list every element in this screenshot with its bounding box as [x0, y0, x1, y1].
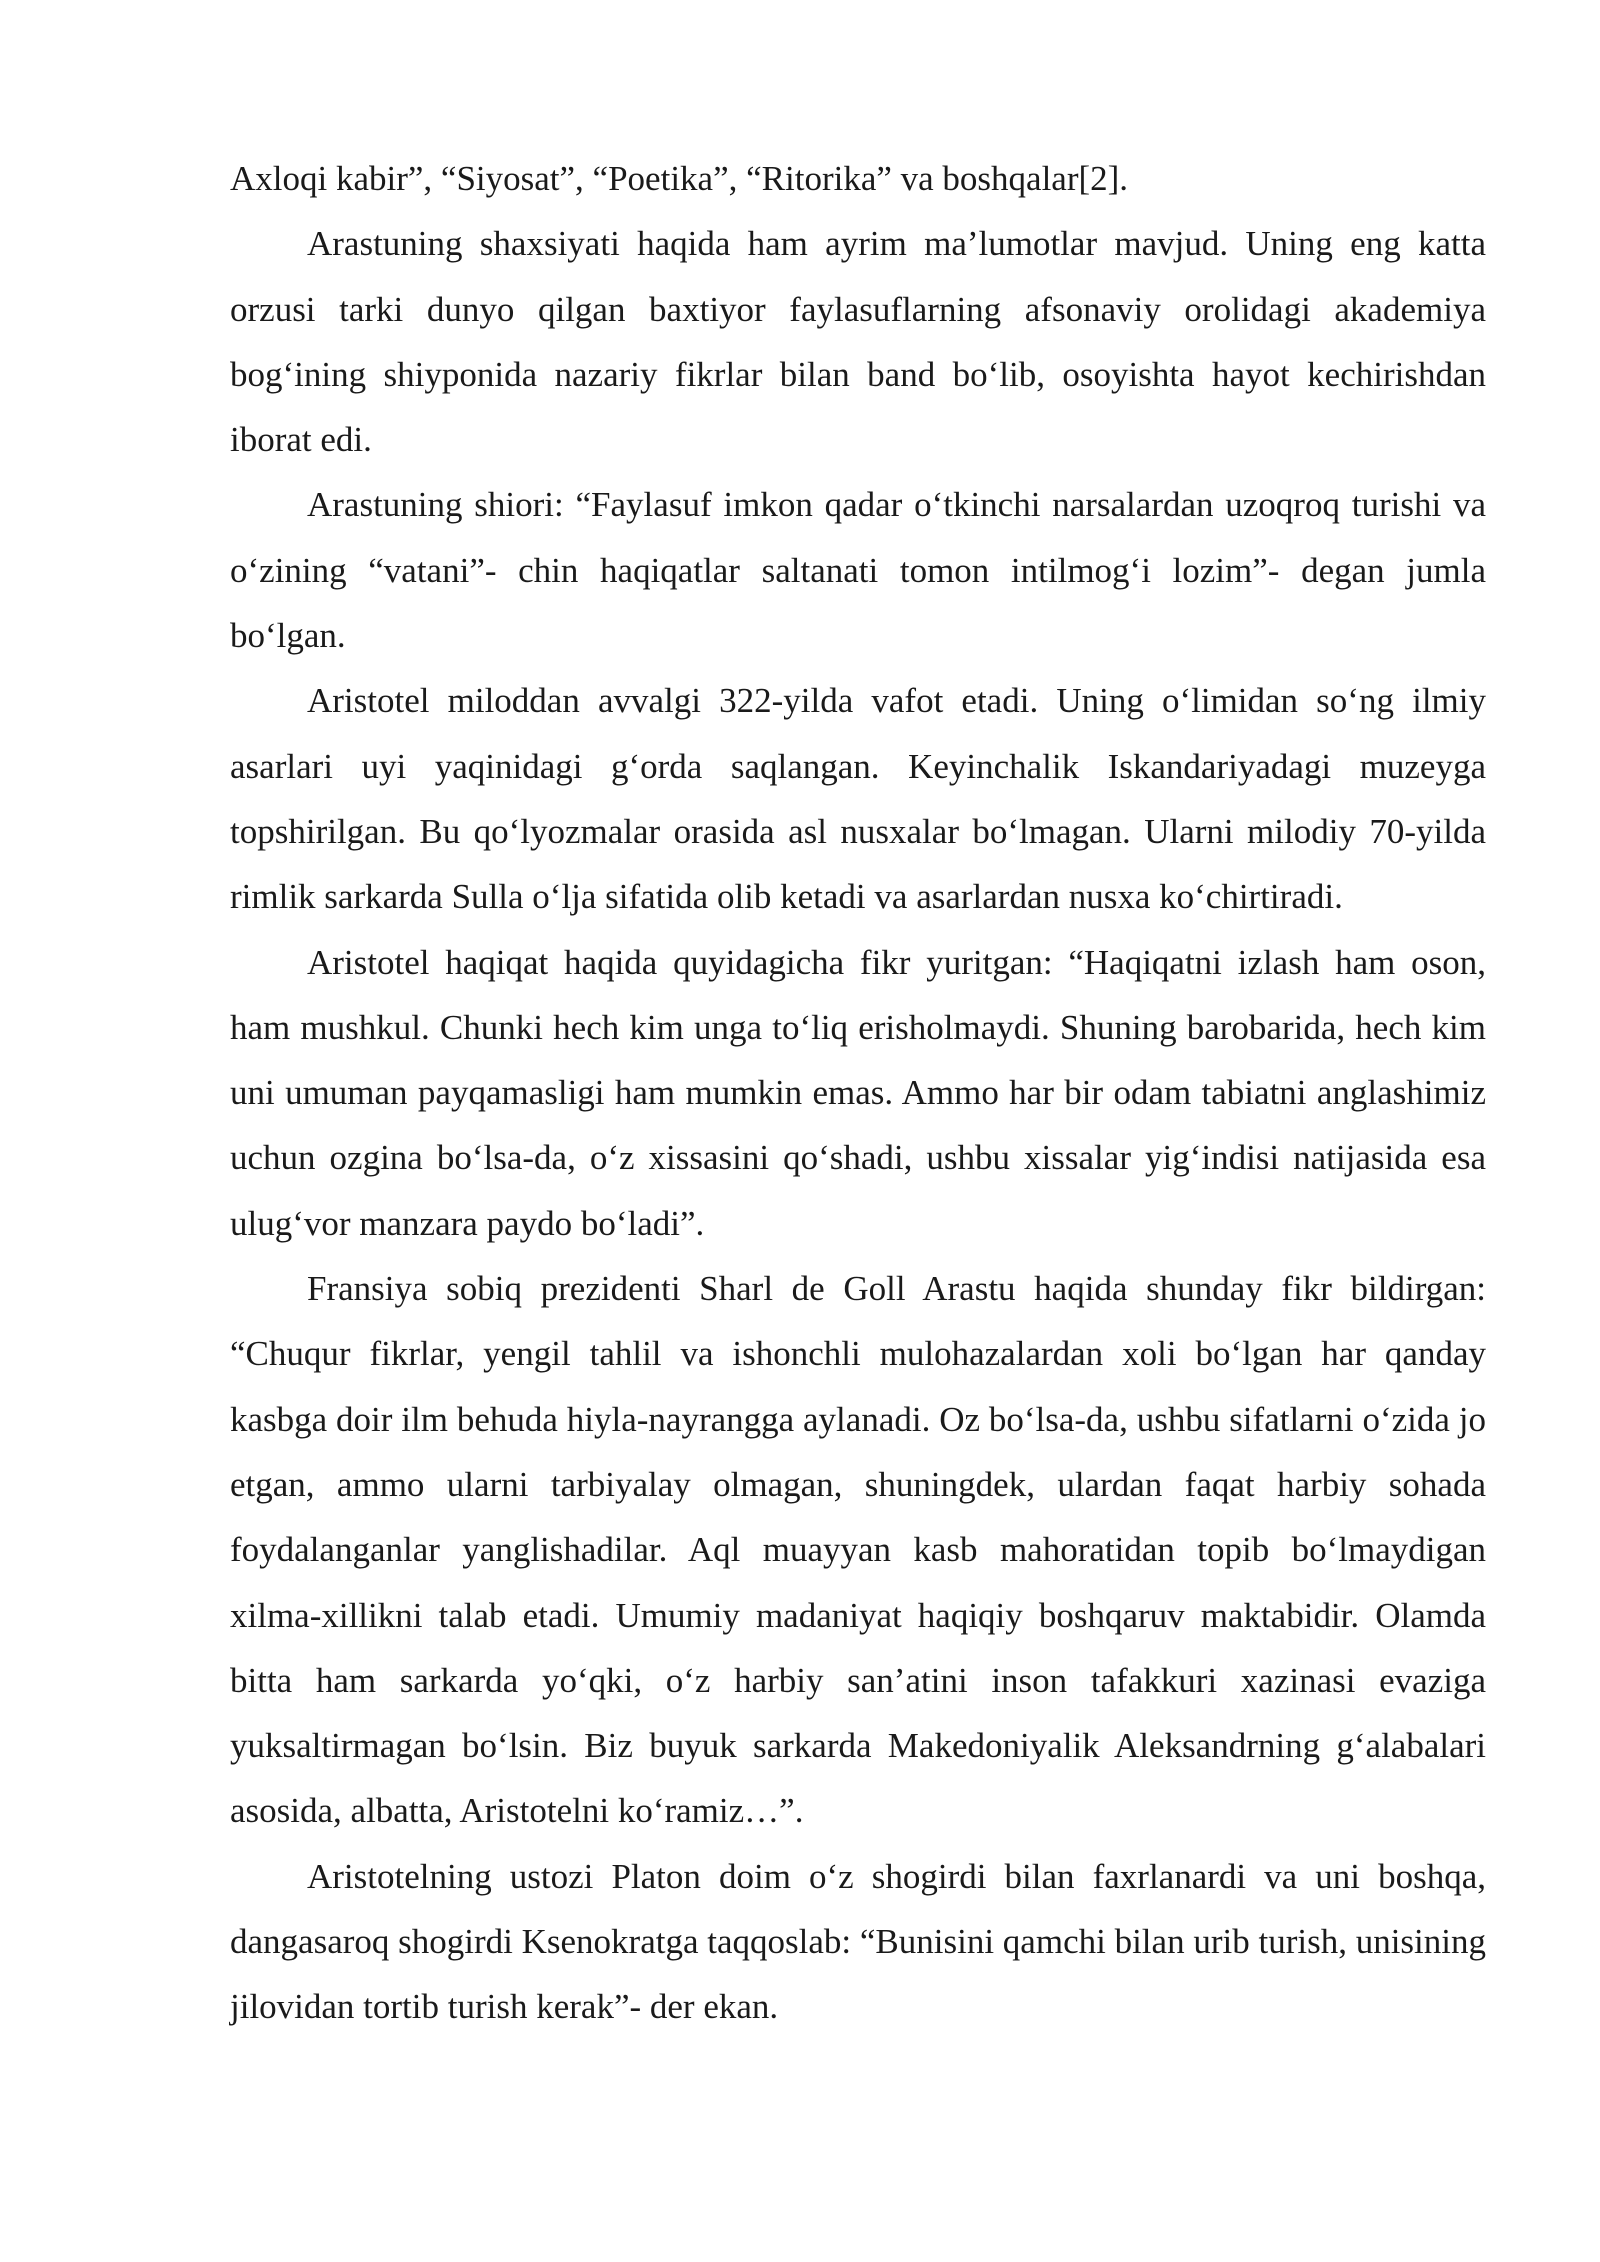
body-text [230, 146, 1486, 2040]
paragraph-truth-quote: Aristotel haqiqat haqida quyidagicha fikr yuritgan: “Haqiqatni izlash ham oson, ham mushkul. Chunki hech kim unga to‘liq erisholmaydi. Shuning barobarida, hech kim uni umuman payqamasligi ham mumkin emas. Ammo har bir odam tabiatni anglashimiz uchun ozgina bo‘lsa-da, o‘z xissasini qo‘shadi, ushbu xissalar yig‘indisi natijasida esa ulug‘vor manzara paydo bo‘ladi”. [230, 942, 1486, 1243]
paragraph-plato: Aristotelning ustozi Platon doim o‘z shogirdi bilan faxrlanardi va uni boshqa, dangasaroq shogirdi Ksenokratga taqqoslab: “Bunisini qamchi bilan urib turish, unisining jilovidan tortib turish kerak”- der ekan. [230, 1856, 1486, 2027]
paragraph-de-gaulle-quote: Fransiya sobiq prezidenti Sharl de Goll Arastu haqida shunday fikr bildirgan: “Chuqur fikrlar, yengil tahlil va ishonchli mulohazalardan xoli bo‘lgan har qanday kasbga doir ilm behuda hiyla-nayrangga aylanadi. Oz bo‘lsa-da, ushbu sifatlarni o‘zida jo etgan, ammo ularni tarbiyalay olmagan, shuningdek, ulardan faqat harbiy sohada foydalanganlar yanglishadilar. Aql muayyan kasb mahoratidan topib bo‘lmaydigan xilma-xillikni talab etadi. Umumiy madaniyat haqiqiy boshqaruv maktabidir. Olamda bitta ham sarkarda yo‘qki, o‘z harbiy san’atini inson tafakkuri xazinasi evaziga yuksaltirmagan bo‘lsin. Biz buyuk sarkarda Makedoniyalik Aleksandrning g‘alabalari asosida, albatta, Aristotelni ko‘ramiz…”. [230, 1269, 1486, 1831]
paragraph-motto: Arastuning shiori: “Faylasuf imkon qadar o‘tkinchi narsalardan uzoqroq turishi va o‘zining “vatani”- chin haqiqatlar saltanati tomon intilmog‘i lozim”- degan jumla bo‘lgan. [230, 485, 1486, 656]
paragraph-works-list: Axloqi kabir”, “Siyosat”, “Poetika”, “Ritorika” va boshqalar[2]. [230, 159, 1129, 198]
paragraph-death-manuscripts: Aristotel miloddan avvalgi 322-yilda vafot etadi. Uning o‘limidan so‘ng ilmiy asarlari uyi yaqinidagi g‘orda saqlangan. Keyinchalik Iskandariyadagi muzeyga topshirilgan. Bu qo‘lyozmalar orasida asl nusxalar bo‘lmagan. Ularni milodiy 70-yilda rimlik sarkarda Sulla o‘lja sifatida olib ketadi va asarlardan nusxa ko‘chirtiradi. [230, 681, 1486, 917]
paragraph-personality: Arastuning shaxsiyati haqida ham ayrim ma’lumotlar mavjud. Uning eng katta orzusi tarki dunyo qilgan baxtiyor faylasuflarning afsonaviy orolidagi akademiya bog‘ining shiyponida nazariy fikrlar bilan band bo‘lib, osoyishta hayot kechirishdan iborat edi. [230, 224, 1486, 460]
